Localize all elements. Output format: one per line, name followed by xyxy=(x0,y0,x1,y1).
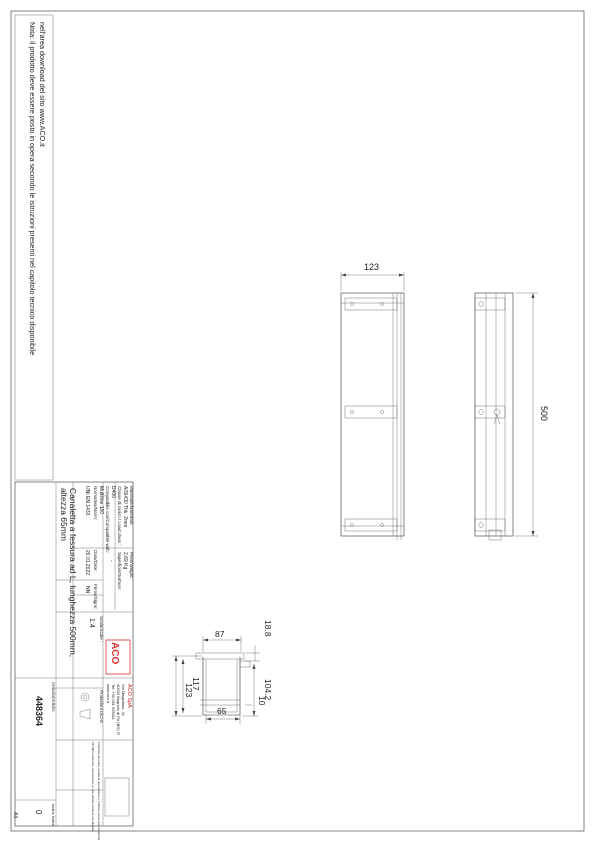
indice-value: 0 xyxy=(34,810,43,815)
firma-value: NN xyxy=(84,586,90,594)
materiale-value: AISI430 Thk. 2mm xyxy=(122,486,128,528)
company-web: www.aco.it xyxy=(106,684,111,704)
sheet-border xyxy=(11,11,584,831)
materiale-label: Materiale/Materials: xyxy=(129,486,134,526)
data-label: Data/Date: xyxy=(93,550,98,572)
superficie-value: - xyxy=(108,560,114,562)
classe-value: D400 xyxy=(110,486,116,498)
normativa-value: UNI EN 1433 xyxy=(84,486,90,516)
data-value: 20.01.2022 xyxy=(84,550,90,576)
note-line-2: nell'area download del sito www.ACO.it xyxy=(38,22,47,147)
projection-symbol-icon xyxy=(80,693,90,719)
description-line-1: Canaletta a fessura ad L, lunghezza 500mm, xyxy=(68,488,78,658)
normativa-label: Normativa/Norm: xyxy=(93,486,98,521)
classe-label: Classe di carico / Load class : xyxy=(117,486,122,546)
scala-label: Scala/Scale : xyxy=(99,616,104,643)
indice-label: Indice Index: xyxy=(51,804,56,827)
company-addr-3: Tel. +39 051 999111 xyxy=(111,684,116,720)
dim-right-length: 500 xyxy=(539,406,549,422)
proprietary-note: Proprietà riservata, vietata la riproduzione o l'utilizzo senza autorizzazione. xyxy=(97,742,101,842)
proiezioni-label: Proiezioni ISO-E xyxy=(99,690,104,724)
title-block xyxy=(12,482,134,841)
peso-label: Peso/Weight: xyxy=(129,552,134,579)
aco-logo xyxy=(106,640,130,674)
proprietary-note-2: All rights reserved, reproduction or use without consent not allowed. xyxy=(91,742,95,833)
peso-value: 2,69 Kg xyxy=(122,552,128,570)
firma-label: Firma/Signs: xyxy=(93,584,98,610)
dim-top-width: 123 xyxy=(364,262,380,272)
dim-117: 117 xyxy=(191,677,201,691)
dim-87: 87 xyxy=(215,629,225,639)
compatibile-value: Multiline 100 xyxy=(98,486,104,515)
dim-65: 65 xyxy=(217,706,227,716)
company-addr-2: 40033 Bagnolo di Po (BO) IT xyxy=(116,684,121,736)
compatibile-label: Compatibile con/Compatible with: xyxy=(105,486,110,553)
articolo-value: 448364 xyxy=(34,696,44,727)
top-view xyxy=(341,272,404,540)
company-name: ACO SpA xyxy=(126,684,132,708)
format-label: A3 xyxy=(12,812,18,819)
dim-104-2: 104.2 xyxy=(263,679,273,701)
description-line-2: altezza 65mm xyxy=(59,488,69,541)
dim-10: 10 xyxy=(257,696,267,706)
dim-123: 123 xyxy=(184,683,194,698)
aco-logo-text: ACO xyxy=(109,642,120,665)
articolo-label: Articolo/Article: xyxy=(51,682,56,713)
superficie-label: Superficie/Surface: xyxy=(117,552,122,591)
dim-18-8: 18.8 xyxy=(263,620,273,637)
note-line-1: Nota: il prodotto deve essere posto in opera secondo le istruzioni presenti nel capitolo tecnico disponibile xyxy=(28,22,37,356)
side-view xyxy=(475,293,538,540)
stamp-box xyxy=(105,778,129,816)
scala-value: 1:4 xyxy=(88,618,95,628)
company-addr-1: Via Magellano, 41 xyxy=(121,684,126,716)
section-view xyxy=(172,636,260,724)
